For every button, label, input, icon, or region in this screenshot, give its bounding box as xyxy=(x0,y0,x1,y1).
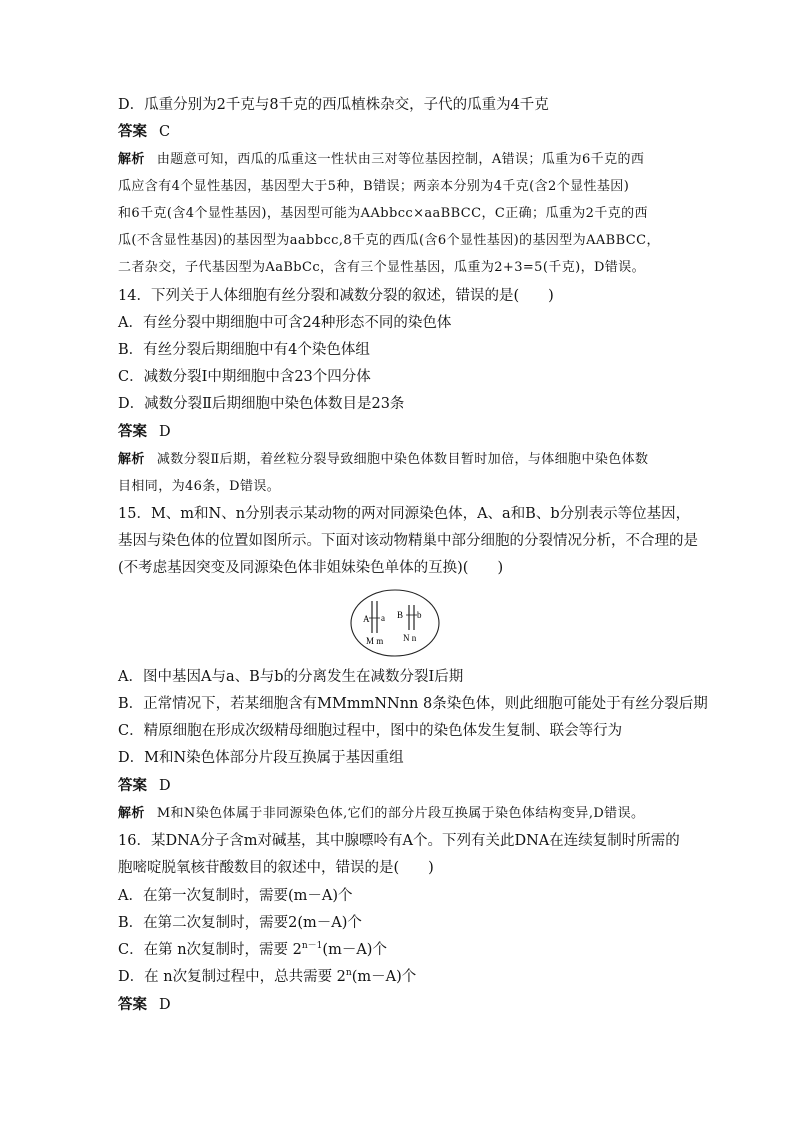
q16-option-d xyxy=(118,967,416,987)
q16-stem-line-1: 16．某DNA分子含m对碱基，其中腺嘌呤有A个。下列有关此DNA在连续复制时所需的 xyxy=(118,833,680,849)
q14-stem: 14．下列关于人体细胞有丝分裂和减数分裂的叙述，错误的是( ) xyxy=(118,288,554,304)
analysis-text: 由题意可知，西瓜的瓜重这一性状由三对等位基因控制，A错误；瓜重为6千克的西 xyxy=(156,152,645,167)
q13-analysis-line-4: 瓜(不含显性基因)的基因型为aabbcc,8千克的西瓜(含6个显性基因)的基因型为AABBCC， xyxy=(118,233,660,248)
q15-stem-line-2: 基因与染色体的位置如图所示。下面对该动物精巢中部分细胞的分裂情况分析，不合理的是 xyxy=(118,533,698,549)
q13-option-d: D．瓜重分别为2千克与8千克的西瓜植株杂交，子代的瓜重为4千克 xyxy=(118,97,549,113)
option-text-tail: (m－A)个 xyxy=(322,942,387,958)
q13-analysis-line-3: 和6千克(含4个显性基因)，基因型可能为AAbbcc×aaBBCC，C正确；瓜重为2千克的西 xyxy=(118,206,648,221)
q13-analysis-line-5: 二者杂交，子代基因型为AaBbCc，含有三个显性基因，瓜重为2+3=5(千克)，D错误。 xyxy=(118,260,646,275)
q14-option-d: D．减数分裂Ⅱ后期细胞中染色体数目是23条 xyxy=(118,396,405,412)
answer-label: 答案 xyxy=(118,423,147,440)
q14-option-b: B．有丝分裂后期细胞中有4个染色体组 xyxy=(118,342,370,358)
q13-analysis-line-1 xyxy=(118,150,644,170)
chromosome-label-Nn: N n xyxy=(403,633,417,643)
q14-analysis-line-1 xyxy=(118,450,648,470)
answer-label: 答案 xyxy=(118,123,147,140)
q15-answer-line xyxy=(118,776,171,796)
gene-label-a: a xyxy=(381,613,385,623)
q15-option-a: A．图中基因A与a、B与b的分离发生在减数分裂Ⅰ后期 xyxy=(118,669,464,685)
q15-stem-line-3: (不考虑基因突变及同源染色体非姐妹染色单体的互换)( ) xyxy=(118,560,504,576)
cell-chromosome-diagram xyxy=(349,588,441,658)
analysis-label: 解析 xyxy=(118,452,145,467)
answer-label: 答案 xyxy=(118,996,147,1013)
q15-option-c: C．精原细胞在形成次级精母细胞过程中，图中的染色体发生复制、联会等行为 xyxy=(118,723,623,739)
option-text: D．在 n次复制过程中，总共需要 2 xyxy=(118,969,346,985)
q16-option-a: A．在第一次复制时，需要(m－A)个 xyxy=(118,888,353,904)
gene-label-b: b xyxy=(417,610,422,620)
analysis-text: 减数分裂Ⅱ后期，着丝粒分裂导致细胞中染色体数目暂时加倍，与体细胞中染色体数 xyxy=(156,452,649,467)
answer-value: D xyxy=(159,424,171,440)
gene-label-A: A xyxy=(363,614,370,624)
analysis-label: 解析 xyxy=(118,152,145,167)
answer-value: D xyxy=(159,778,171,794)
gene-label-B: B xyxy=(397,610,404,620)
q16-option-b: B．在第二次复制时，需要2(m－A)个 xyxy=(118,915,362,931)
exponent: n－1 xyxy=(301,941,323,951)
q15-stem-line-1: 15．M、m和N、n分别表示某动物的两对同源染色体，A、a和B、b分别表示等位基因， xyxy=(118,506,691,522)
chromosome-label-Mm: M m xyxy=(366,636,384,646)
answer-value: C xyxy=(159,124,171,140)
analysis-text: M和N染色体属于非同源染色体,它们的部分片段互换属于染色体结构变异,D错误。 xyxy=(156,806,645,821)
q16-stem-line-2: 胞嘧啶脱氧核苷酸数目的叙述中，错误的是( ) xyxy=(118,860,434,876)
q15-option-b: B．正常情况下，若某细胞含有MMmmNNnn 8条染色体，则此细胞可能处于有丝分裂后期 xyxy=(118,696,708,712)
answer-label: 答案 xyxy=(118,777,147,794)
option-text: C．在第 n次复制时，需要 2 xyxy=(118,942,302,958)
q14-analysis-line-2: 目相同，为46条，D错误。 xyxy=(118,479,281,494)
q14-option-a: A．有丝分裂中期细胞中可含24种形态不同的染色体 xyxy=(118,315,452,331)
answer-value: D xyxy=(159,997,171,1013)
q13-analysis-line-2: 瓜应含有4个显性基因，基因型大于5种，B错误；两亲本分别为4千克(含2个显性基因) xyxy=(118,179,630,194)
q14-answer-line xyxy=(118,422,171,442)
option-text-tail: (m－A)个 xyxy=(351,969,417,985)
analysis-label: 解析 xyxy=(118,806,145,821)
q13-answer-line xyxy=(118,122,170,142)
q16-option-c xyxy=(118,940,387,960)
q16-answer-line xyxy=(118,995,171,1015)
q14-option-c: C．减数分裂Ⅰ中期细胞中含23个四分体 xyxy=(118,369,371,385)
q15-analysis-line-1 xyxy=(118,804,644,824)
exponent: n xyxy=(345,968,352,978)
q15-option-d: D．M和N染色体部分片段互换属于基因重组 xyxy=(118,750,404,766)
